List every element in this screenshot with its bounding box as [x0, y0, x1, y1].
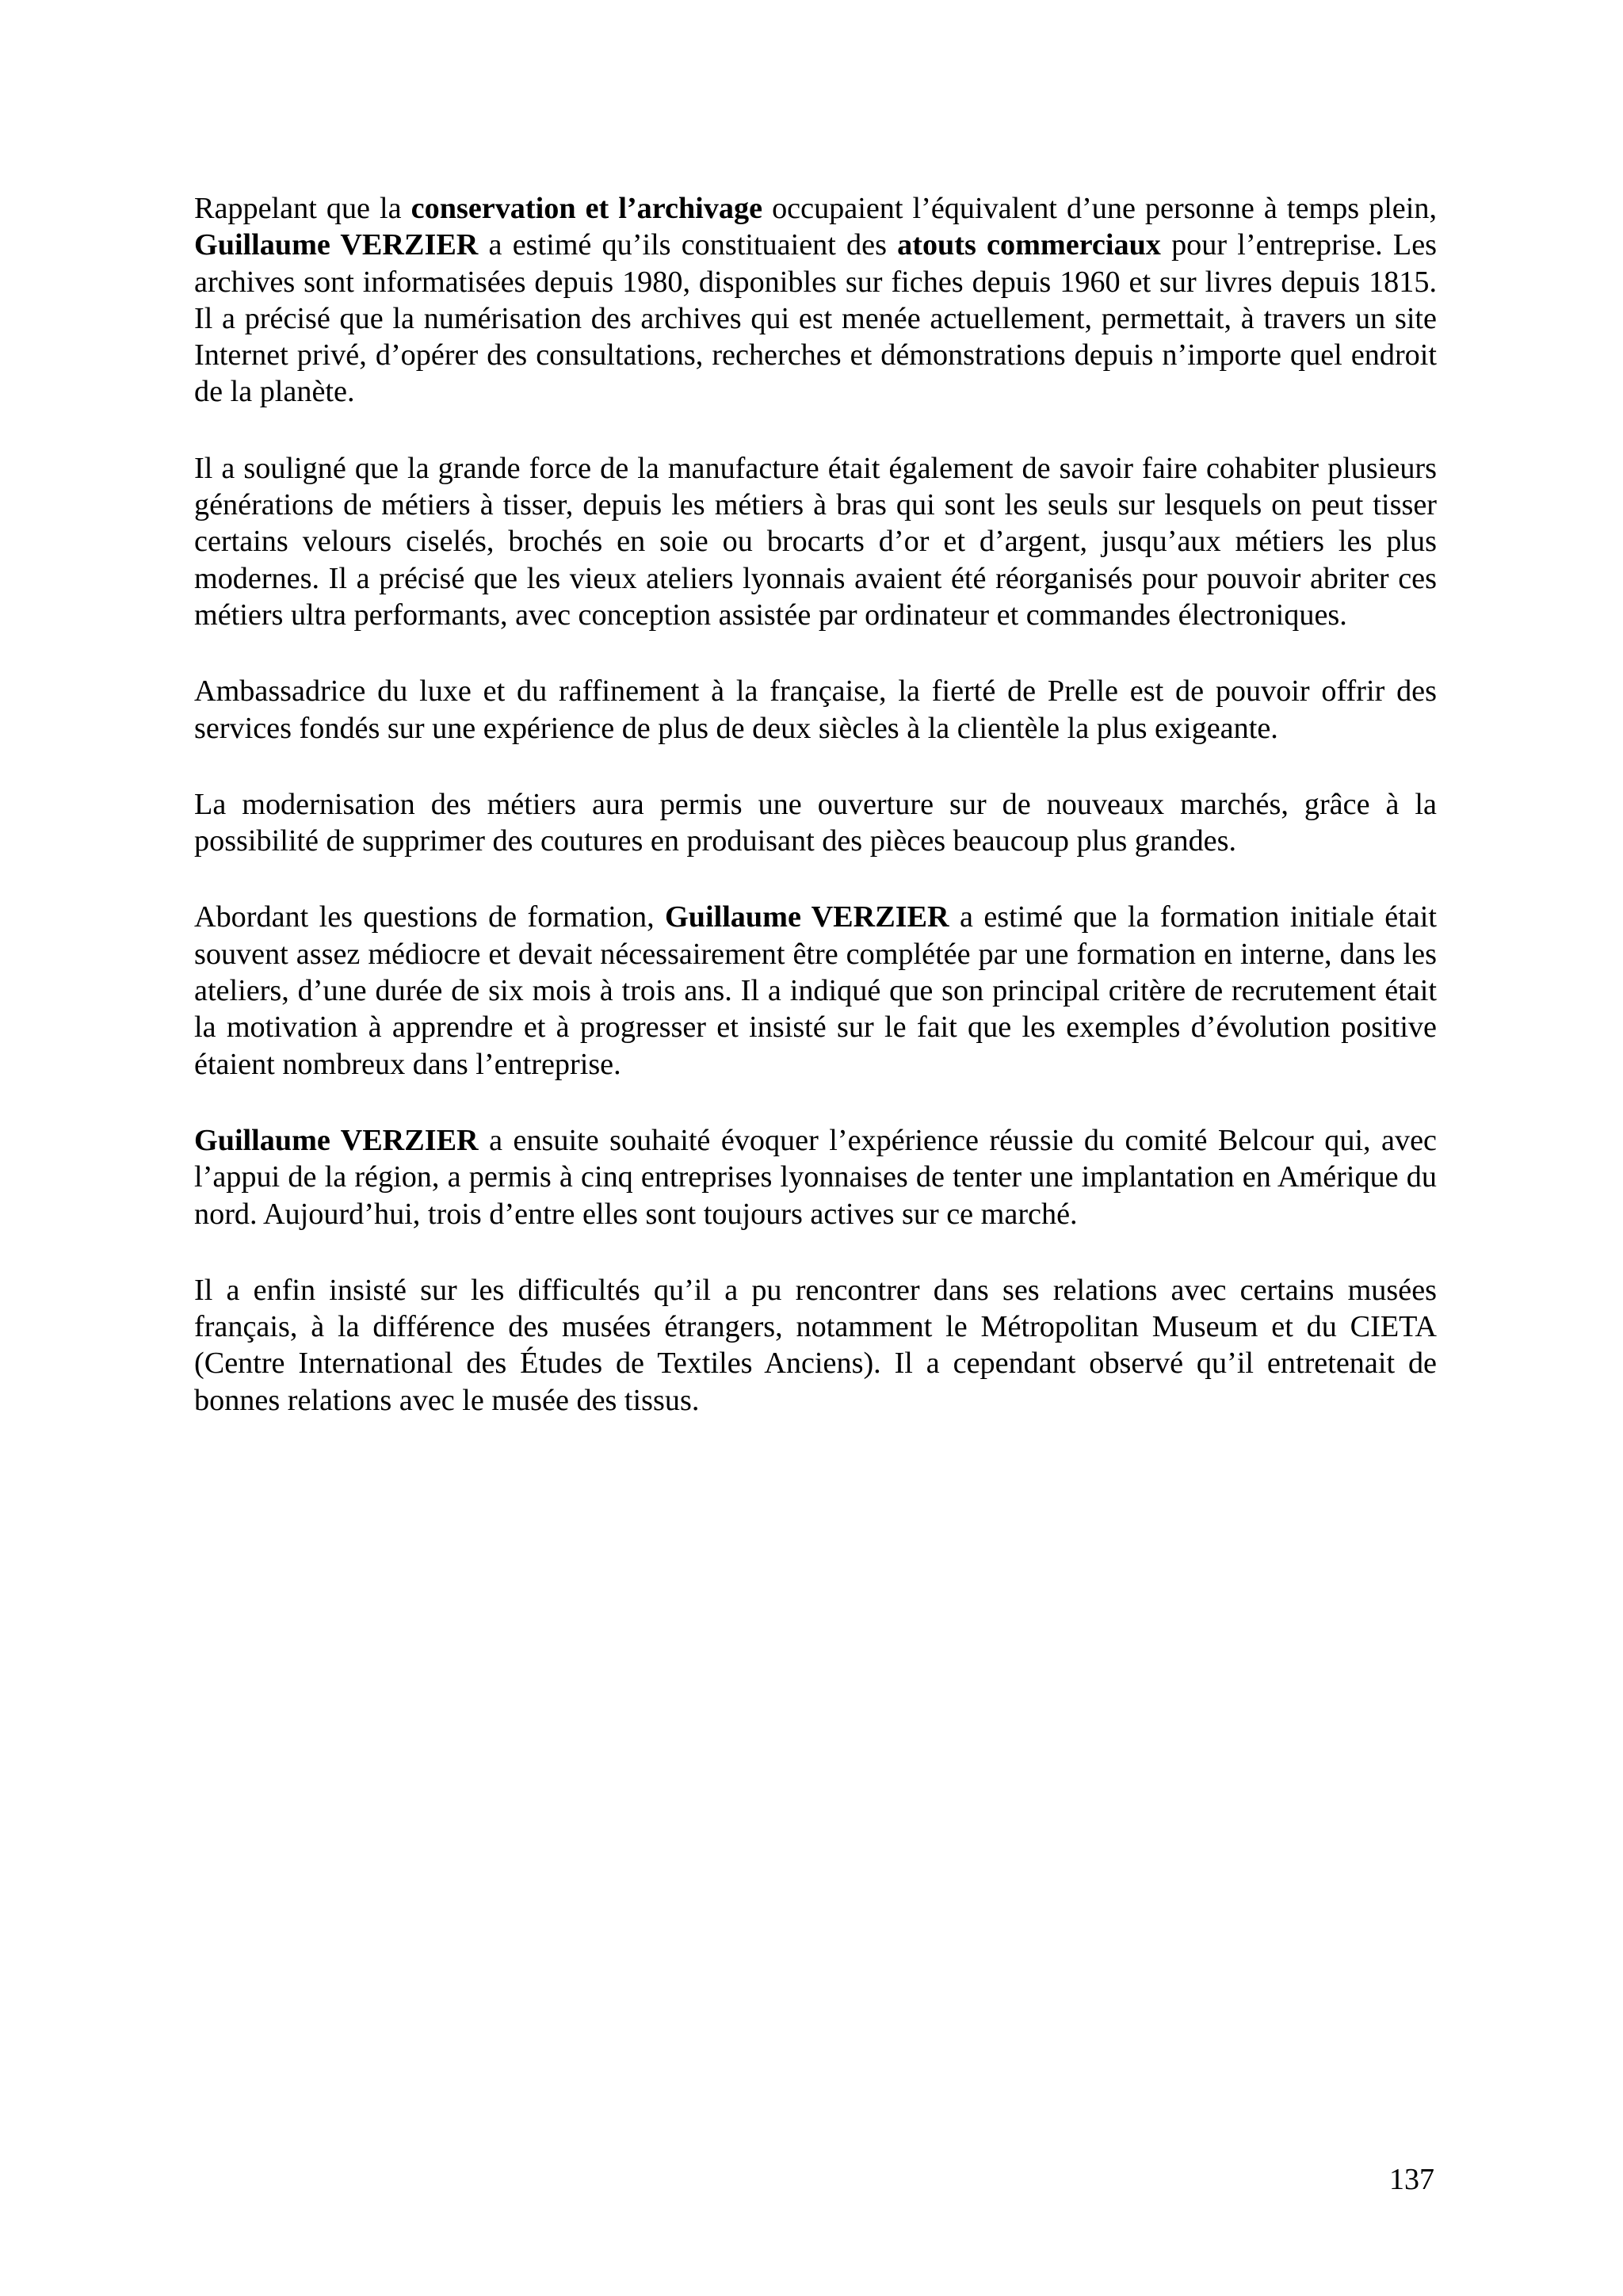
text-run: Ambassadrice du luxe et du raffinement à la française, la fierté de Prelle est de pouvoir offrir des services fondés sur une expérience de plus de deux siècles à la clientèle la plus exigeante. — [194, 674, 1437, 745]
page-number: 137 — [1389, 2163, 1434, 2196]
paragraph-belcour — [194, 1122, 1437, 1232]
body-text — [194, 190, 1437, 1458]
text-run: occupaient l’équivalent d’une personne à temps plein, — [762, 192, 1437, 225]
text-run-bold: conservation et l’archivage — [411, 192, 763, 225]
text-run: Rappelant que la — [194, 192, 411, 225]
text-run: a estimé qu’ils constituaient des — [478, 228, 898, 262]
text-run-bold: Guillaume VERZIER — [665, 900, 949, 934]
paragraph-manufacture — [194, 450, 1437, 633]
text-run-bold: Guillaume VERZIER — [194, 1123, 479, 1157]
text-run: a ensuite souhaité évoquer l’expérience réussie du comité Belcour qui, avec l’appui de la région, a permis à cinq entreprises lyonnaises de tenter une implantation en Amérique du nord. Aujourd’hui, trois d’entre elles sont toujours actives sur ce marché. — [194, 1123, 1437, 1231]
text-run: La modernisation des métiers aura permis une ouverture sur de nouveaux marchés, grâce à la possibilité de supprimer des coutures en produisant des pièces beaucoup plus grandes. — [194, 787, 1437, 858]
text-run-bold: atouts commerciaux — [897, 228, 1161, 262]
text-run-bold: Guillaume VERZIER — [194, 228, 479, 262]
paragraph-musees — [194, 1272, 1437, 1419]
text-run: Il a enfin insisté sur les difficultés qu’il a pu rencontrer dans ses relations avec certains musées français, à la différence des musées étrangers, notamment le Métropolitan Museum et du CIETA (Centre International des Études de Textiles Anciens). Il a cependant observé qu’il entretenait de bonnes relations avec le musée des tissus. — [194, 1273, 1437, 1417]
text-run: pour l’entreprise. Les archives sont informatisées depuis 1980, disponibles sur fiches depuis 1960 et sur livres depuis 1815. Il a précisé que la numérisation des archives qui est menée actuellement, permettait, à travers un site Internet privé, d’opérer des consultations, recherches et démonstrations depuis n’importe quel endroit de la planète. — [194, 228, 1438, 409]
text-run: Il a souligné que la grande force de la manufacture était également de savoir faire cohabiter plusieurs générations de métiers à tisser, depuis les métiers à bras qui sont les seuls sur lesquels on peut tisser certains velours ciselés, brochés en soie ou brocarts d’or et d’argent, jusqu’aux métiers les plus modernes. Il a précisé que les vieux ateliers lyonnais avaient été réorganisés pour pouvoir abriter ces métiers ultra performants, avec conception assistée par ordinateur et commandes électroniques. — [194, 451, 1437, 632]
paragraph-modernisation — [194, 786, 1437, 860]
paragraph-luxe — [194, 673, 1437, 747]
paragraph-archives — [194, 190, 1437, 411]
text-run: a estimé que la formation initiale était souvent assez médiocre et devait nécessairement être complétée par une formation en interne, dans les ateliers, d’une durée de six mois à trois ans. Il a indiqué que son principal critère de recrutement était la motivation à apprendre et à progresser et insisté sur le fait que les exemples d’évolution positive étaient nombreux dans l’entreprise. — [194, 900, 1438, 1081]
paragraph-formation — [194, 899, 1437, 1082]
text-run: Abordant les questions de formation, — [194, 900, 666, 934]
